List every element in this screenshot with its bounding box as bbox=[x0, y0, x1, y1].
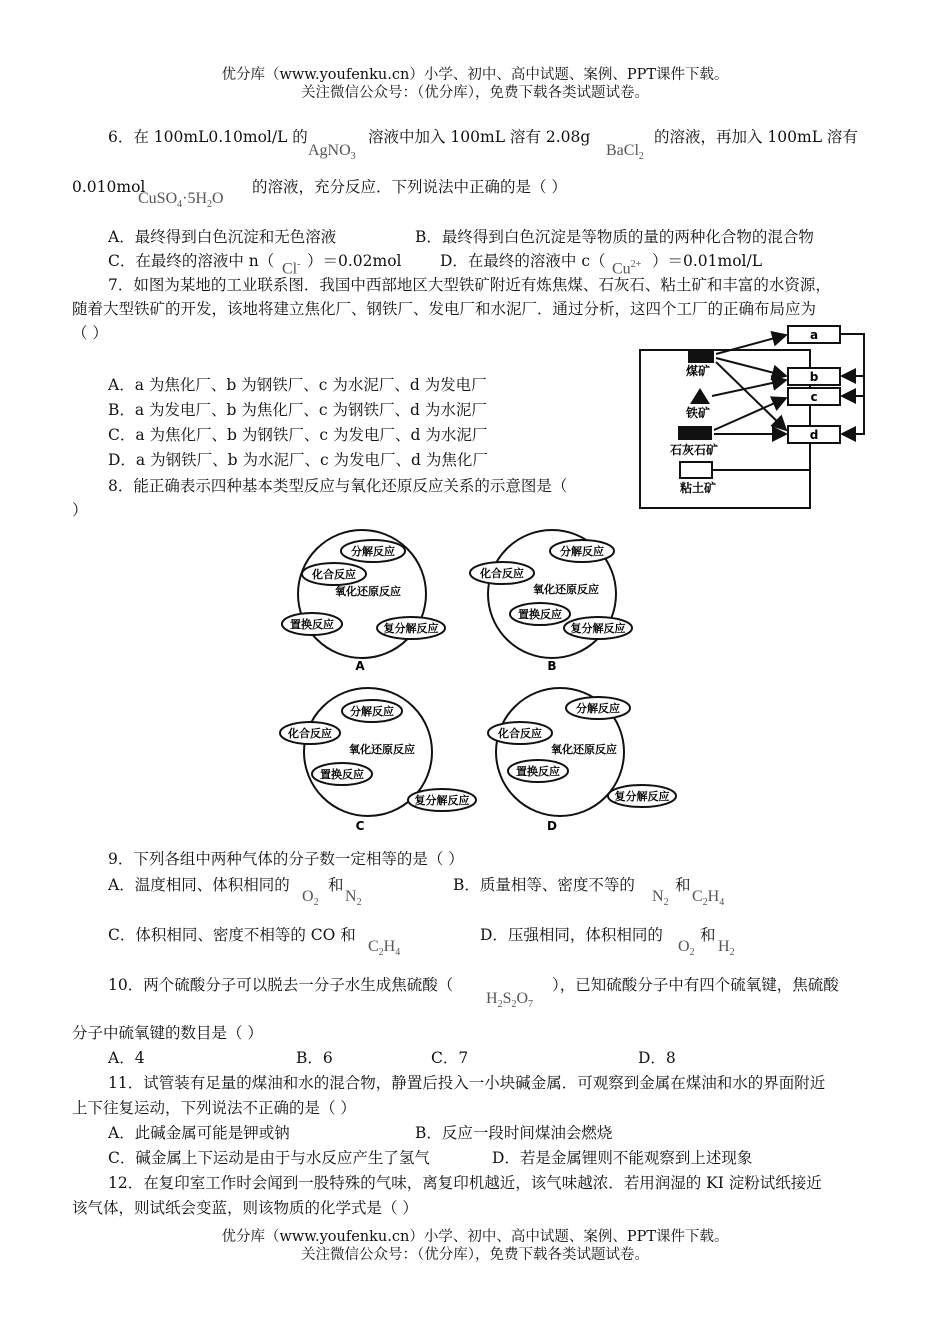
svg-text:复分解反应: 复分解反应 bbox=[614, 790, 670, 803]
q10-option-a: A．4 bbox=[108, 1049, 145, 1067]
q12-stem-line2: 该气体，则试纸会变蓝，则该物质的化学式是（ ） bbox=[72, 1199, 418, 1217]
q8-panel-c bbox=[280, 688, 476, 833]
q10-option-c: C．7 bbox=[431, 1049, 469, 1067]
q7-box-d-label: d bbox=[809, 428, 819, 442]
q9-option-b-text: B．质量相等、密度不等的 bbox=[453, 876, 635, 894]
q8-stem-line1: 8．能正确表示四种基本类型反应与氧化还原反应关系的示意图是（ bbox=[108, 477, 568, 495]
svg-text:氧化还原反应: 氧化还原反应 bbox=[349, 743, 415, 756]
q11-option-a: A．此碱金属可能是钾或钠 bbox=[108, 1124, 290, 1142]
q9-d-formula-h2: $H_2$ bbox=[718, 938, 735, 959]
q6-option-d-part1: D．在最终的溶液中 c（ bbox=[440, 252, 606, 270]
svg-text:复分解反应: 复分解反应 bbox=[414, 794, 470, 807]
q6-stem-part2: 溶液中加入 100mL 溶有 2.08g bbox=[368, 128, 591, 146]
q6-stem-part4: 0.010mol bbox=[72, 178, 146, 196]
q7-source-iron: 铁矿 bbox=[686, 406, 711, 420]
q6-ion-cu: $Cu^{2+}$ bbox=[612, 259, 642, 278]
q9-c-formula-c2h4: $C_2H_4$ bbox=[368, 938, 401, 959]
q8-panel-b bbox=[470, 530, 632, 673]
q6-formula-cuso4: $CuSO_4\cdot 5H_2O$ bbox=[138, 190, 224, 211]
q7-stem-line2: 随着大型铁矿的开发，该地将建立焦化厂、钢铁厂、发电厂和水泥厂．通过分析，这四个工厂的正确布局应为 bbox=[72, 300, 817, 318]
q10-stem-part2: ），已知硫酸分子中有四个硫氧键，焦硫酸 bbox=[552, 976, 839, 994]
q7-box-b-label: b bbox=[809, 370, 819, 384]
svg-text:化合反应: 化合反应 bbox=[498, 727, 542, 740]
footer-line-2: 关注微信公众号：（优分库），免费下载各类试题试卷。 bbox=[301, 1247, 649, 1263]
svg-text:A: A bbox=[355, 659, 365, 673]
coal-mine-icon bbox=[688, 349, 714, 363]
svg-text:化合反应: 化合反应 bbox=[480, 567, 524, 580]
q7-source-clay: 粘土矿 bbox=[680, 481, 717, 495]
q9-a-formula-o2: $O_2$ bbox=[302, 888, 319, 909]
q7-option-d: D．a 为钢铁厂、b 为水泥厂、c 为发电厂、d 为焦化厂 bbox=[108, 451, 488, 469]
q9-b-formula-n2: $N_2$ bbox=[652, 888, 669, 909]
q8-panel-d bbox=[488, 688, 676, 833]
q6-stem-part5: 的溶液，充分反应．下列说法中正确的是（ ） bbox=[252, 178, 567, 196]
svg-text:分解反应: 分解反应 bbox=[560, 545, 604, 558]
q6-option-b: B．最终得到白色沉淀是等物质的量的两种化合物的混合物 bbox=[415, 228, 814, 246]
q7-option-b: B．a 为发电厂、b 为焦化厂、c 为钢铁厂、d 为水泥厂 bbox=[108, 401, 487, 419]
q6-option-c-part2: ）＝0.02mol bbox=[307, 252, 402, 270]
q7-option-a: A．a 为焦化厂、b 为钢铁厂、c 为水泥厂、d 为发电厂 bbox=[108, 376, 487, 394]
q8-stem-line2: ） bbox=[72, 501, 88, 519]
q7-option-c: C．a 为焦化厂、b 为钢铁厂、c 为发电厂、d 为水泥厂 bbox=[108, 426, 488, 444]
q11-option-c: C．碱金属上下运动是由于与水反应产生了氢气 bbox=[108, 1149, 430, 1167]
q6-option-d-part2: ）＝0.01mol/L bbox=[652, 252, 763, 270]
q11-stem-line2: 上下往复运动，下列说法不正确的是（ ） bbox=[72, 1099, 356, 1117]
svg-text:C: C bbox=[355, 819, 365, 833]
q11-option-d: D．若是金属锂则不能观察到上述现象 bbox=[492, 1149, 753, 1167]
svg-text:复分解反应: 复分解反应 bbox=[570, 622, 626, 635]
q11-option-b: B．反应一段时间煤油会燃烧 bbox=[415, 1124, 613, 1142]
q9-b-and: 和 bbox=[675, 876, 691, 894]
q7-source-limestone: 石灰石矿 bbox=[670, 443, 719, 457]
q9-stem: 9．下列各组中两种气体的分子数一定相等的是（ ） bbox=[108, 850, 464, 868]
svg-text:置换反应: 置换反应 bbox=[516, 765, 560, 778]
q10-stem-part3: 分子中硫氧键的数目是（ ） bbox=[72, 1024, 263, 1042]
q10-formula-h2s2o7: $H_2S_2O_7$ bbox=[486, 990, 534, 1011]
q9-option-d-text: D．压强相同，体积相同的 bbox=[480, 926, 663, 944]
q9-a-formula-n2: $N_2$ bbox=[345, 888, 362, 909]
q9-a-and: 和 bbox=[328, 876, 344, 894]
q7-source-coal: 煤矿 bbox=[686, 364, 711, 378]
q9-d-formula-o2: $O_2$ bbox=[678, 938, 695, 959]
q6-option-a: A．最终得到白色沉淀和无色溶液 bbox=[108, 228, 337, 246]
svg-text:氧化还原反应: 氧化还原反应 bbox=[335, 585, 401, 598]
q8-panel-a bbox=[282, 530, 445, 673]
q12-stem-line1: 12．在复印室工作时会闻到一股特殊的气味，离复印机越近，该气味越浓．若用润湿的 KI 淀粉试纸接近 bbox=[108, 1174, 822, 1192]
q7-box-a-label: a bbox=[809, 328, 819, 342]
limestone-mine-icon bbox=[678, 426, 712, 440]
svg-text:复分解反应: 复分解反应 bbox=[383, 622, 439, 635]
q10-option-b: B．6 bbox=[296, 1049, 333, 1067]
q6-formula-agno3: AgNO$_3$ bbox=[308, 142, 356, 163]
svg-text:氧化还原反应: 氧化还原反应 bbox=[533, 583, 599, 596]
svg-text:化合反应: 化合反应 bbox=[312, 568, 356, 581]
q9-option-a-text: A．温度相同、体积相同的 bbox=[108, 876, 290, 894]
q7-stem-line3: （ ） bbox=[72, 324, 108, 342]
iron-mine-icon bbox=[690, 388, 710, 404]
q8-reaction-diagrams bbox=[270, 522, 710, 842]
q6-option-c-part1: C．在最终的溶液中 n（ bbox=[108, 252, 275, 270]
svg-text:氧化还原反应: 氧化还原反应 bbox=[551, 743, 617, 756]
clay-mine-icon bbox=[680, 462, 712, 478]
q7-industry-diagram bbox=[636, 322, 880, 512]
q7-stem-line1: 7．如图为某地的工业联系图．我国中西部地区大型铁矿附近有炼焦煤、石灰石、粘土矿和丰富的水资源， bbox=[108, 276, 831, 294]
svg-text:分解反应: 分解反应 bbox=[576, 702, 620, 715]
q6-formula-bacl2: BaCl$_2$ bbox=[606, 142, 644, 163]
svg-text:D: D bbox=[547, 819, 557, 833]
q6-ion-cl: Cl- bbox=[282, 259, 301, 278]
q10-option-d: D．8 bbox=[638, 1049, 676, 1067]
q9-d-and: 和 bbox=[700, 926, 716, 944]
q9-b-formula-c2h4: $C_2H_4$ bbox=[692, 888, 725, 909]
q6-stem-part1: 6．在 100mL0.10mol/L 的 bbox=[108, 128, 308, 146]
svg-text:置换反应: 置换反应 bbox=[518, 608, 562, 621]
svg-text:B: B bbox=[547, 659, 557, 673]
svg-text:化合反应: 化合反应 bbox=[288, 727, 332, 740]
q7-box-c-label: c bbox=[810, 390, 818, 404]
q6-stem-part3: 的溶液，再加入 100mL 溶有 bbox=[654, 128, 858, 146]
svg-text:分解反应: 分解反应 bbox=[350, 705, 394, 718]
q11-stem-line1: 11．试管装有足量的煤油和水的混合物，静置后投入一小块碱金属．可观察到金属在煤油和水的界面附近 bbox=[108, 1074, 826, 1092]
header-line-2: 关注微信公众号：（优分库），免费下载各类试题试卷。 bbox=[301, 85, 649, 101]
svg-text:置换反应: 置换反应 bbox=[320, 768, 364, 781]
q9-option-c-text: C．体积相同、密度不相等的 CO 和 bbox=[108, 926, 356, 944]
svg-text:分解反应: 分解反应 bbox=[351, 545, 395, 558]
svg-text:置换反应: 置换反应 bbox=[290, 618, 334, 631]
footer-line-1: 优分库（www.youfenku.cn）小学、初中、高中试题、案例、PPT课件下载。 bbox=[221, 1229, 729, 1245]
header-line-1: 优分库（www.youfenku.cn）小学、初中、高中试题、案例、PPT课件下载。 bbox=[221, 67, 729, 83]
q10-stem-part1: 10．两个硫酸分子可以脱去一分子水生成焦硫酸（ bbox=[108, 976, 454, 994]
